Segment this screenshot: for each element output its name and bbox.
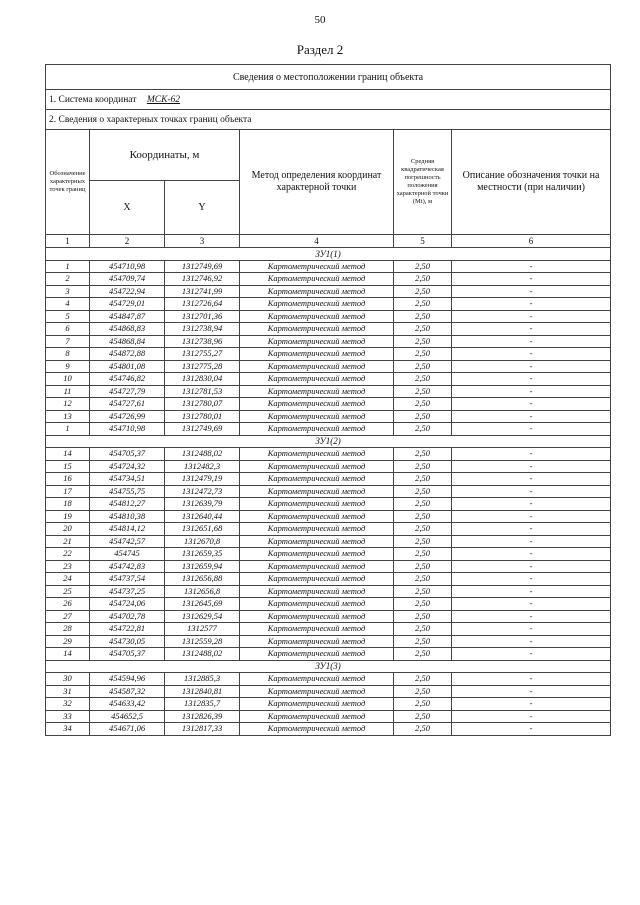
coord-x: 454745 xyxy=(90,548,165,561)
table-row xyxy=(46,673,611,686)
header-method: Метод определения координат характерной точки xyxy=(240,130,394,235)
method-cell: Картометрический метод xyxy=(240,323,394,336)
coord-y: 1312775,28 xyxy=(165,360,240,373)
description-cell: - xyxy=(452,510,611,523)
table-row xyxy=(46,385,611,398)
group-name: ЗУ1(2) xyxy=(46,435,611,448)
coord-x: 454868,84 xyxy=(90,335,165,348)
coord-y: 1312738,96 xyxy=(165,335,240,348)
point-number: 12 xyxy=(46,398,90,411)
column-number: 1 xyxy=(46,235,90,248)
error-cell: 2,50 xyxy=(394,648,452,661)
table-row xyxy=(46,448,611,461)
description-cell: - xyxy=(452,623,611,636)
coord-y: 1312559,28 xyxy=(165,635,240,648)
error-cell: 2,50 xyxy=(394,260,452,273)
coord-x: 454726,99 xyxy=(90,410,165,423)
point-number: 14 xyxy=(46,648,90,661)
coord-y: 1312482,3 xyxy=(165,460,240,473)
table-row xyxy=(46,485,611,498)
point-number: 19 xyxy=(46,510,90,523)
description-cell: - xyxy=(452,410,611,423)
error-cell: 2,50 xyxy=(394,335,452,348)
coord-y: 1312656,8 xyxy=(165,585,240,598)
error-cell: 2,50 xyxy=(394,448,452,461)
description-cell: - xyxy=(452,348,611,361)
coord-x: 454727,79 xyxy=(90,385,165,398)
coord-x: 454705,37 xyxy=(90,448,165,461)
description-cell: - xyxy=(452,298,611,311)
table-row xyxy=(46,685,611,698)
description-cell: - xyxy=(452,685,611,698)
table-row xyxy=(46,523,611,536)
section-title: Раздел 2 xyxy=(296,42,344,57)
coord-y: 1312645,69 xyxy=(165,598,240,611)
error-cell: 2,50 xyxy=(394,560,452,573)
point-number: 32 xyxy=(46,698,90,711)
error-cell: 2,50 xyxy=(394,310,452,323)
description-cell: - xyxy=(452,460,611,473)
error-cell: 2,50 xyxy=(394,410,452,423)
error-cell: 2,50 xyxy=(394,460,452,473)
method-cell: Картометрический метод xyxy=(240,410,394,423)
description-cell: - xyxy=(452,310,611,323)
point-number: 31 xyxy=(46,685,90,698)
header-description: Описание обозначения точки на местности (при наличии) xyxy=(452,130,611,235)
coord-x: 454587,32 xyxy=(90,685,165,698)
table-row xyxy=(46,585,611,598)
method-cell: Картометрический метод xyxy=(240,523,394,536)
description-cell: - xyxy=(452,423,611,436)
table-row xyxy=(46,473,611,486)
point-number: 17 xyxy=(46,485,90,498)
description-cell: - xyxy=(452,635,611,648)
coord-x: 454710,98 xyxy=(90,260,165,273)
error-cell: 2,50 xyxy=(394,523,452,536)
coord-y: 1312701,36 xyxy=(165,310,240,323)
error-cell: 2,50 xyxy=(394,423,452,436)
description-cell: - xyxy=(452,285,611,298)
table-row xyxy=(46,373,611,386)
boundaries-table-frame xyxy=(45,64,610,736)
point-number: 23 xyxy=(46,560,90,573)
error-cell: 2,50 xyxy=(394,473,452,486)
point-number: 28 xyxy=(46,623,90,636)
coord-x: 454810,38 xyxy=(90,510,165,523)
header-coords: Координаты, м xyxy=(90,130,240,181)
point-number: 1 xyxy=(46,423,90,436)
page-number: 50 xyxy=(314,14,326,26)
coord-y: 1312670,8 xyxy=(165,535,240,548)
method-cell: Картометрический метод xyxy=(240,573,394,586)
description-cell: - xyxy=(452,523,611,536)
error-cell: 2,50 xyxy=(394,285,452,298)
column-number: 4 xyxy=(240,235,394,248)
method-cell: Картометрический метод xyxy=(240,360,394,373)
point-number: 21 xyxy=(46,535,90,548)
point-number: 16 xyxy=(46,473,90,486)
point-number: 2 xyxy=(46,273,90,286)
description-cell: - xyxy=(452,548,611,561)
method-cell: Картометрический метод xyxy=(240,398,394,411)
coord-y: 1312835,7 xyxy=(165,698,240,711)
table-row xyxy=(46,573,611,586)
coord-x: 454734,51 xyxy=(90,473,165,486)
coord-y: 1312840,81 xyxy=(165,685,240,698)
point-number: 3 xyxy=(46,285,90,298)
header-error: Средняя квадратическая погрешность положения характерной точки (Mt), м xyxy=(394,130,452,235)
coord-y: 1312781,53 xyxy=(165,385,240,398)
point-number: 15 xyxy=(46,460,90,473)
method-cell: Картометрический метод xyxy=(240,273,394,286)
point-number: 29 xyxy=(46,635,90,648)
error-cell: 2,50 xyxy=(394,585,452,598)
coord-y: 1312746,92 xyxy=(165,273,240,286)
method-cell: Картометрический метод xyxy=(240,485,394,498)
method-cell: Картометрический метод xyxy=(240,285,394,298)
column-number: 5 xyxy=(394,235,452,248)
coord-x: 454729,01 xyxy=(90,298,165,311)
error-cell: 2,50 xyxy=(394,398,452,411)
error-cell: 2,50 xyxy=(394,635,452,648)
description-cell: - xyxy=(452,260,611,273)
table-row xyxy=(46,723,611,736)
table-row xyxy=(46,623,611,636)
method-cell: Картометрический метод xyxy=(240,585,394,598)
boundaries-table xyxy=(45,64,611,736)
point-number: 33 xyxy=(46,710,90,723)
method-cell: Картометрический метод xyxy=(240,560,394,573)
point-number: 9 xyxy=(46,360,90,373)
coord-x: 454722,81 xyxy=(90,623,165,636)
error-cell: 2,50 xyxy=(394,673,452,686)
point-number: 20 xyxy=(46,523,90,536)
coord-y: 1312817,33 xyxy=(165,723,240,736)
error-cell: 2,50 xyxy=(394,348,452,361)
point-number: 5 xyxy=(46,310,90,323)
table-row xyxy=(46,598,611,611)
point-number: 10 xyxy=(46,373,90,386)
method-cell: Картометрический метод xyxy=(240,473,394,486)
description-cell: - xyxy=(452,273,611,286)
method-cell: Картометрический метод xyxy=(240,260,394,273)
coord-x: 454722,94 xyxy=(90,285,165,298)
coord-y: 1312826,39 xyxy=(165,710,240,723)
coord-x: 454868,83 xyxy=(90,323,165,336)
table-row xyxy=(46,710,611,723)
table-row xyxy=(46,335,611,348)
description-cell: - xyxy=(452,648,611,661)
method-cell: Картометрический метод xyxy=(240,510,394,523)
coord-x: 454709,74 xyxy=(90,273,165,286)
coord-x: 454652,5 xyxy=(90,710,165,723)
description-cell: - xyxy=(452,723,611,736)
table-row xyxy=(46,273,611,286)
description-cell: - xyxy=(452,385,611,398)
table-row xyxy=(46,698,611,711)
method-cell: Картометрический метод xyxy=(240,348,394,361)
point-number: 14 xyxy=(46,448,90,461)
coord-x: 454872,88 xyxy=(90,348,165,361)
method-cell: Картометрический метод xyxy=(240,335,394,348)
point-number: 30 xyxy=(46,673,90,686)
coord-x: 454727,61 xyxy=(90,398,165,411)
point-number: 11 xyxy=(46,385,90,398)
error-cell: 2,50 xyxy=(394,485,452,498)
header-y: Y xyxy=(165,181,240,235)
table-row xyxy=(46,348,611,361)
point-number: 4 xyxy=(46,298,90,311)
coord-y: 1312830,04 xyxy=(165,373,240,386)
group-row xyxy=(46,435,611,448)
error-cell: 2,50 xyxy=(394,273,452,286)
coord-x: 454633,42 xyxy=(90,698,165,711)
error-cell: 2,50 xyxy=(394,548,452,561)
point-number: 26 xyxy=(46,598,90,611)
method-cell: Картометрический метод xyxy=(240,598,394,611)
method-cell: Картометрический метод xyxy=(240,723,394,736)
table-row xyxy=(46,410,611,423)
coord-x: 454812,27 xyxy=(90,498,165,511)
coord-y: 1312488,02 xyxy=(165,648,240,661)
description-cell: - xyxy=(452,398,611,411)
error-cell: 2,50 xyxy=(394,373,452,386)
table-row xyxy=(46,423,611,436)
coord-x: 454742,57 xyxy=(90,535,165,548)
error-cell: 2,50 xyxy=(394,598,452,611)
description-cell: - xyxy=(452,373,611,386)
method-cell: Картометрический метод xyxy=(240,448,394,461)
error-cell: 2,50 xyxy=(394,685,452,698)
method-cell: Картометрический метод xyxy=(240,298,394,311)
description-cell: - xyxy=(452,573,611,586)
coord-x: 454737,25 xyxy=(90,585,165,598)
error-cell: 2,50 xyxy=(394,610,452,623)
method-cell: Картометрический метод xyxy=(240,685,394,698)
error-cell: 2,50 xyxy=(394,385,452,398)
table-row xyxy=(46,360,611,373)
description-cell: - xyxy=(452,448,611,461)
method-cell: Картометрический метод xyxy=(240,385,394,398)
description-cell: - xyxy=(452,610,611,623)
coord-x: 454737,54 xyxy=(90,573,165,586)
table-row xyxy=(46,323,611,336)
table-row xyxy=(46,635,611,648)
error-cell: 2,50 xyxy=(394,710,452,723)
coord-x: 454724,32 xyxy=(90,460,165,473)
point-number: 6 xyxy=(46,323,90,336)
table-row xyxy=(46,298,611,311)
table-row xyxy=(46,260,611,273)
coord-system-label: 1. Система координат xyxy=(49,94,137,105)
method-cell: Картометрический метод xyxy=(240,648,394,661)
description-cell: - xyxy=(452,585,611,598)
description-cell: - xyxy=(452,535,611,548)
description-cell: - xyxy=(452,360,611,373)
description-cell: - xyxy=(452,698,611,711)
coord-x: 454801,08 xyxy=(90,360,165,373)
table-row xyxy=(46,610,611,623)
method-cell: Картометрический метод xyxy=(240,673,394,686)
point-number: 34 xyxy=(46,723,90,736)
coord-y: 1312741,99 xyxy=(165,285,240,298)
coord-y: 1312656,88 xyxy=(165,573,240,586)
description-cell: - xyxy=(452,710,611,723)
description-cell: - xyxy=(452,498,611,511)
point-number: 18 xyxy=(46,498,90,511)
coord-y: 1312659,35 xyxy=(165,548,240,561)
coord-y: 1312780,07 xyxy=(165,398,240,411)
error-cell: 2,50 xyxy=(394,698,452,711)
error-cell: 2,50 xyxy=(394,360,452,373)
coord-x: 454730,05 xyxy=(90,635,165,648)
error-cell: 2,50 xyxy=(394,298,452,311)
table-row xyxy=(46,648,611,661)
point-number: 13 xyxy=(46,410,90,423)
description-cell: - xyxy=(452,598,611,611)
method-cell: Картометрический метод xyxy=(240,535,394,548)
coord-x: 454742,83 xyxy=(90,560,165,573)
group-name: ЗУ1(3) xyxy=(46,660,611,673)
description-cell: - xyxy=(452,560,611,573)
points-heading: 2. Сведения о характерных точках границ объекта xyxy=(46,110,611,130)
coord-y: 1312577 xyxy=(165,623,240,636)
coord-y: 1312488,02 xyxy=(165,448,240,461)
coord-y: 1312885,3 xyxy=(165,673,240,686)
coord-system-value: МСК-62 xyxy=(146,94,181,105)
method-cell: Картометрический метод xyxy=(240,498,394,511)
coord-y: 1312639,79 xyxy=(165,498,240,511)
coord-y: 1312479,19 xyxy=(165,473,240,486)
error-cell: 2,50 xyxy=(394,498,452,511)
coord-y: 1312780,01 xyxy=(165,410,240,423)
table-row xyxy=(46,398,611,411)
method-cell: Картометрический метод xyxy=(240,310,394,323)
coord-y: 1312640,44 xyxy=(165,510,240,523)
coord-y: 1312659,94 xyxy=(165,560,240,573)
coord-x: 454755,75 xyxy=(90,485,165,498)
coord-y: 1312738,94 xyxy=(165,323,240,336)
method-cell: Картометрический метод xyxy=(240,623,394,636)
column-number: 2 xyxy=(90,235,165,248)
table-row xyxy=(46,285,611,298)
table-row xyxy=(46,548,611,561)
method-cell: Картометрический метод xyxy=(240,698,394,711)
column-number: 3 xyxy=(165,235,240,248)
coord-system-row xyxy=(46,90,611,110)
method-cell: Картометрический метод xyxy=(240,635,394,648)
error-cell: 2,50 xyxy=(394,323,452,336)
coord-x: 454847,87 xyxy=(90,310,165,323)
method-cell: Картометрический метод xyxy=(240,610,394,623)
coord-x: 454671,06 xyxy=(90,723,165,736)
group-row xyxy=(46,248,611,261)
description-cell: - xyxy=(452,323,611,336)
coord-y: 1312651,68 xyxy=(165,523,240,536)
column-number: 6 xyxy=(452,235,611,248)
coord-x: 454594,96 xyxy=(90,673,165,686)
header-x: X xyxy=(90,181,165,235)
point-number: 24 xyxy=(46,573,90,586)
error-cell: 2,50 xyxy=(394,535,452,548)
description-cell: - xyxy=(452,673,611,686)
point-number: 1 xyxy=(46,260,90,273)
coord-y: 1312749,69 xyxy=(165,423,240,436)
point-number: 8 xyxy=(46,348,90,361)
error-cell: 2,50 xyxy=(394,573,452,586)
error-cell: 2,50 xyxy=(394,623,452,636)
description-cell: - xyxy=(452,335,611,348)
group-row xyxy=(46,660,611,673)
method-cell: Картометрический метод xyxy=(240,548,394,561)
coord-y: 1312472,73 xyxy=(165,485,240,498)
coord-y: 1312629,54 xyxy=(165,610,240,623)
coord-y: 1312749,69 xyxy=(165,260,240,273)
point-number: 25 xyxy=(46,585,90,598)
header-designation: Обозначение характерных точек границ xyxy=(46,130,90,235)
coord-x: 454746,82 xyxy=(90,373,165,386)
method-cell: Картометрический метод xyxy=(240,710,394,723)
coord-x: 454702,78 xyxy=(90,610,165,623)
method-cell: Картометрический метод xyxy=(240,423,394,436)
coord-x: 454710,98 xyxy=(90,423,165,436)
coord-x: 454705,37 xyxy=(90,648,165,661)
coord-y: 1312726,64 xyxy=(165,298,240,311)
coord-y: 1312755,27 xyxy=(165,348,240,361)
point-number: 22 xyxy=(46,548,90,561)
description-cell: - xyxy=(452,473,611,486)
table-title: Сведения о местоположении границ объекта xyxy=(46,65,611,90)
group-name: ЗУ1(1) xyxy=(46,248,611,261)
method-cell: Картометрический метод xyxy=(240,460,394,473)
error-cell: 2,50 xyxy=(394,510,452,523)
table-row xyxy=(46,498,611,511)
coord-x: 454814,12 xyxy=(90,523,165,536)
point-number: 7 xyxy=(46,335,90,348)
table-row xyxy=(46,460,611,473)
table-row xyxy=(46,310,611,323)
method-cell: Картометрический метод xyxy=(240,373,394,386)
table-row xyxy=(46,510,611,523)
coord-x: 454724,06 xyxy=(90,598,165,611)
error-cell: 2,50 xyxy=(394,723,452,736)
table-row xyxy=(46,535,611,548)
description-cell: - xyxy=(452,485,611,498)
table-row xyxy=(46,560,611,573)
point-number: 27 xyxy=(46,610,90,623)
column-numbers-row xyxy=(46,235,611,248)
